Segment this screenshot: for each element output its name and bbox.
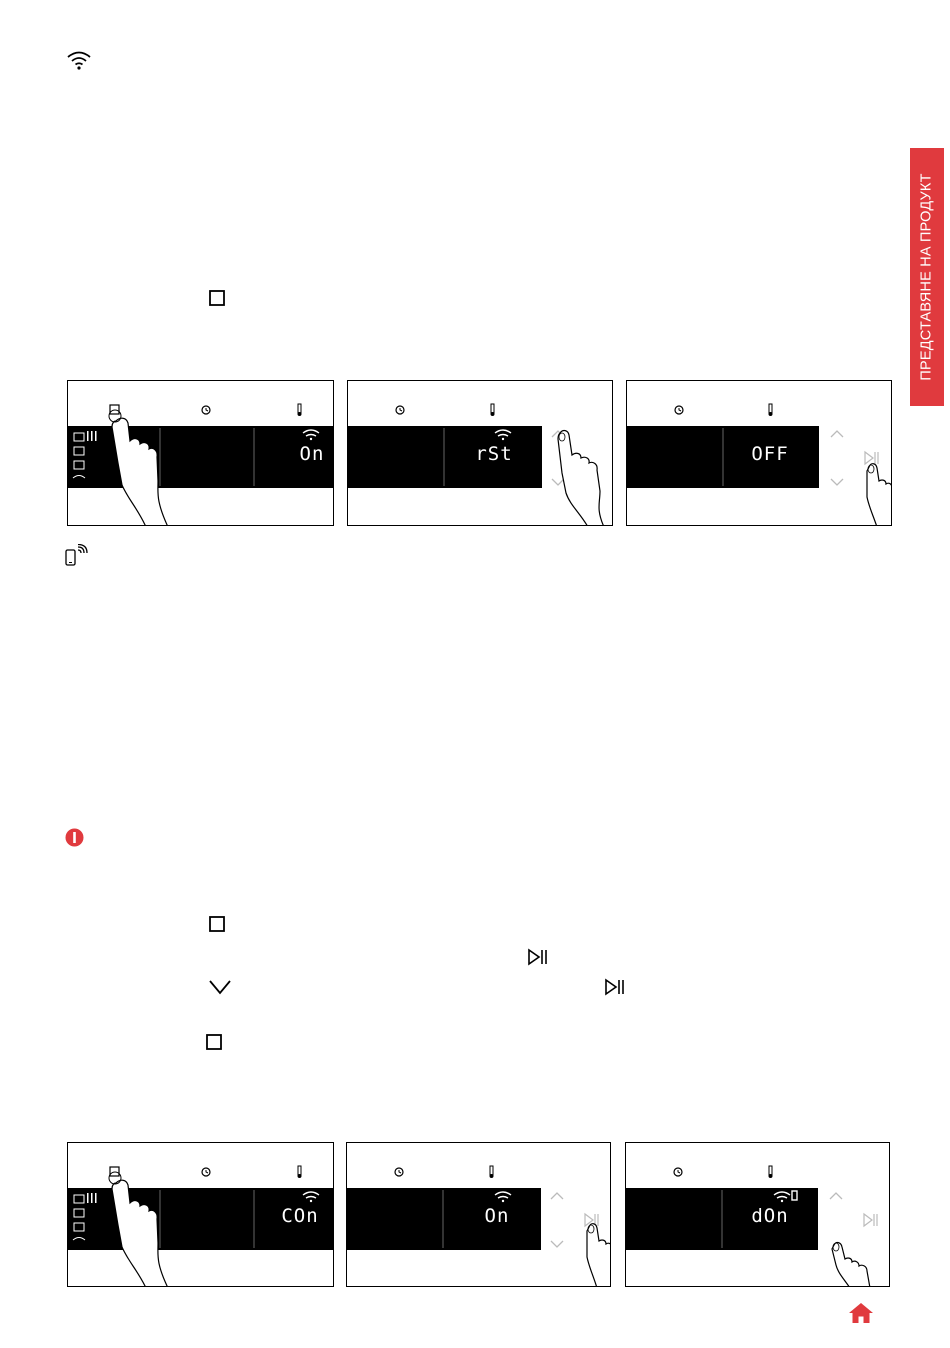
chevron-down-icon (208, 978, 232, 996)
smartphone-remote-icon (64, 544, 88, 566)
side-tab-label: ПРЕДСТАВЯНЕ НА ПРОДУКТ (919, 173, 936, 381)
panel-display-text: On (299, 443, 325, 465)
play-pause-icon (604, 978, 626, 996)
play-pause-icon (527, 948, 549, 966)
panel-display-text: COn (281, 1205, 319, 1227)
square-button-icon (206, 1034, 223, 1051)
display-panel-6 (625, 1142, 890, 1287)
section-side-tab (910, 148, 944, 406)
square-button-icon (209, 290, 226, 307)
panel-display-text: OFF (751, 443, 789, 465)
panel-display-text: rSt (475, 443, 513, 465)
info-warning-icon (65, 828, 84, 847)
display-panel-3 (626, 380, 892, 526)
display-panel-2 (347, 380, 613, 526)
wifi-icon (66, 50, 92, 70)
home-icon[interactable] (848, 1302, 874, 1324)
panel-display-text: On (484, 1205, 510, 1227)
display-panel-1 (67, 380, 334, 526)
display-panel-4 (67, 1142, 334, 1287)
square-button-icon (209, 916, 226, 933)
display-panel-5 (346, 1142, 611, 1287)
panel-display-text: dOn (751, 1205, 789, 1227)
